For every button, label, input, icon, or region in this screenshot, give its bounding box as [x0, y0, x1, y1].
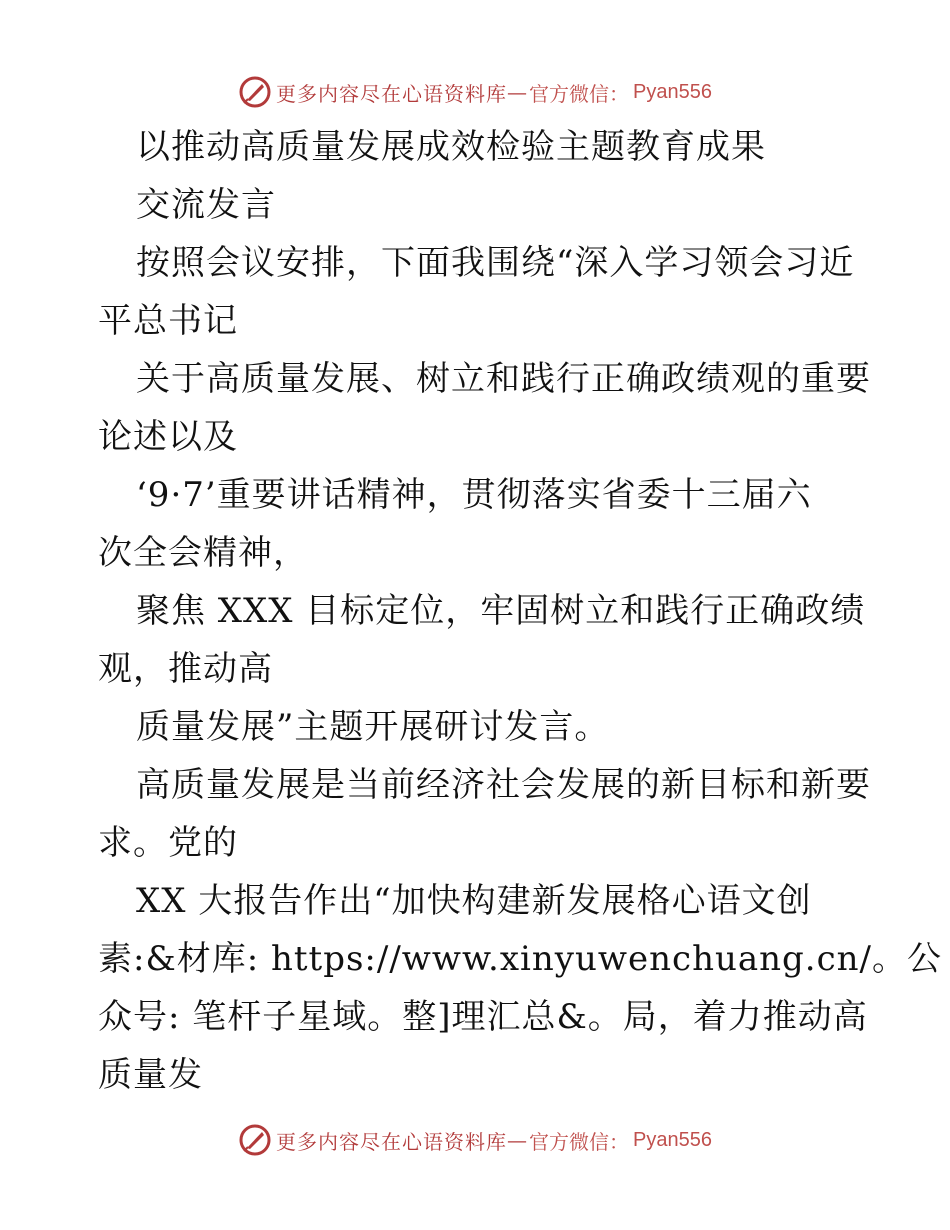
feather-pen-logo-icon	[238, 75, 272, 109]
paragraph-line: 高质量发展是当前经济社会发展的新目标和新要	[136, 765, 871, 805]
paragraph-line: 聚焦 XXX 目标定位，牢固树立和践行正确政绩	[136, 591, 866, 631]
paragraph-line: 观，推动高	[98, 649, 273, 689]
watermark-wechat-label: 官方微信：	[529, 81, 630, 106]
footer-watermark	[0, 1120, 950, 1160]
paragraph-line: ‘9·7’重要讲话精神，贯彻落实省委十三届六	[136, 475, 812, 515]
watermark-wechat-id: Pyan556	[633, 80, 712, 103]
paragraph-line: 质量发展”主题开展研讨发言。	[136, 707, 610, 747]
paragraph-line: 质量发	[98, 1055, 203, 1095]
paragraph-line: 按照会议安排，下面我围绕“深入学习领会习近	[136, 243, 855, 283]
doc-subtitle: 交流发言	[136, 185, 276, 225]
watermark-wechat-id: Pyan556	[633, 1128, 712, 1151]
watermark-dash: —	[507, 80, 528, 104]
paragraph-line: 平总书记	[98, 301, 238, 341]
paragraph-line: 关于高质量发展、树立和践行正确政绩观的重要	[136, 359, 871, 399]
watermark-text: 更多内容尽在心语资料库	[276, 81, 508, 106]
feather-pen-logo-icon	[238, 1123, 272, 1157]
paragraph-line: 求。党的	[98, 823, 238, 863]
paragraph-line: 众号: 笔杆子星域。整]理汇总&。局，着力推动高	[98, 997, 868, 1037]
paragraph-line: XX 大报告作出“加快构建新发展格心语文创	[136, 881, 812, 921]
header-watermark	[0, 72, 950, 112]
paragraph-line: 论述以及	[98, 417, 238, 457]
paragraph-line: 次全会精神，	[98, 533, 308, 573]
doc-title: 以推动高质量发展成效检验主题教育成果	[136, 127, 766, 167]
paragraph-line: 素:&材库: https://www.xinyuwenchuang.cn/。公	[98, 939, 943, 979]
watermark-wechat-label: 官方微信：	[529, 1129, 630, 1154]
document-body	[98, 118, 943, 1104]
watermark-text: 更多内容尽在心语资料库	[276, 1129, 508, 1154]
watermark-dash: —	[507, 1128, 528, 1152]
